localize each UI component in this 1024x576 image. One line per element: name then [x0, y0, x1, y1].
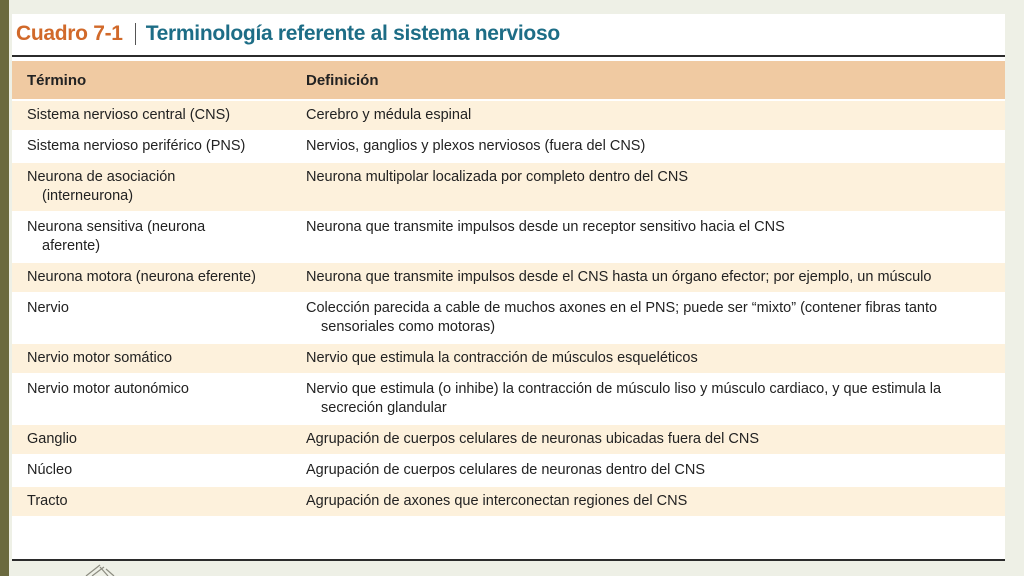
- slide-decoration-lines: [78, 563, 138, 576]
- table-row: [12, 455, 1005, 486]
- definition-cell: [291, 455, 1005, 486]
- term-text: Ganglio: [27, 431, 77, 447]
- table-row: [12, 262, 1005, 293]
- definition-cell: [291, 162, 1005, 212]
- definition-text: Nervio que estimula (o inhibe) la contracción de músculo liso y músculo cardiaco, y que estimula la: [306, 381, 942, 397]
- definition-text: Neurona que transmite impulsos desde un receptor sensitivo hacia el CNS: [306, 219, 785, 235]
- definition-continuation-text: secreción glandular: [321, 400, 447, 416]
- definition-text: Agrupación de cuerpos celulares de neuronas ubicadas fuera del CNS: [306, 431, 760, 447]
- term-cell: [12, 100, 291, 131]
- definition-cell: [291, 212, 1005, 262]
- table-row: [12, 424, 1005, 455]
- caption-rule: [12, 55, 1005, 57]
- term-text: Neurona motora (neurona eferente): [27, 269, 256, 285]
- terminology-table-card: [12, 14, 1005, 561]
- definition-cell: [291, 131, 1005, 162]
- term-cell: [12, 424, 291, 455]
- definition-text: Agrupación de axones que interconectan regiones del CNS: [306, 493, 688, 509]
- definition-cell: [291, 262, 1005, 293]
- terminology-table: [12, 61, 1005, 516]
- term-text: Tracto: [27, 493, 68, 509]
- table-header-row: [12, 61, 1005, 100]
- column-header-definition: Definición: [291, 61, 1005, 100]
- definition-text: Agrupación de cuerpos celulares de neuronas dentro del CNS: [306, 462, 705, 478]
- table-row: [12, 343, 1005, 374]
- term-cell: [12, 343, 291, 374]
- slide-left-accent-bar: [0, 0, 9, 576]
- term-text: Nervio: [27, 300, 69, 316]
- term-cell: [12, 262, 291, 293]
- term-text: Núcleo: [27, 462, 73, 478]
- table-bottom-rule: [12, 559, 1005, 561]
- table-row: [12, 486, 1005, 516]
- caption-separator: [135, 23, 136, 45]
- table-title: Terminología referente al sistema nervioso: [145, 22, 560, 45]
- definition-cell: [291, 293, 1005, 343]
- term-text: Sistema nervioso central (CNS): [27, 107, 231, 123]
- term-cell: [12, 293, 291, 343]
- definition-continuation-text: sensoriales como motoras): [321, 319, 496, 335]
- definition-text: Nervio que estimula la contracción de músculos esqueléticos: [306, 350, 698, 366]
- definition-text: Neurona que transmite impulsos desde el CNS hasta un órgano efector; por ejemplo, un músculo: [306, 269, 932, 285]
- definition-text: Neurona multipolar localizada por completo dentro del CNS: [306, 169, 689, 185]
- term-cell: [12, 486, 291, 516]
- table-row: [12, 100, 1005, 131]
- definition-cell: [291, 374, 1005, 424]
- definition-text: Cerebro y médula espinal: [306, 107, 472, 123]
- table-row: [12, 131, 1005, 162]
- table-row: [12, 162, 1005, 212]
- term-text: Neurona de asociación: [27, 169, 176, 185]
- definition-text: Colección parecida a cable de muchos axones en el PNS; puede ser “mixto” (contener fibras tanto: [306, 300, 938, 316]
- table-number-label: Cuadro 7-1: [16, 22, 123, 45]
- table-row: [12, 212, 1005, 262]
- term-cell: [12, 212, 291, 262]
- definition-cell: [291, 343, 1005, 374]
- definition-text: Nervios, ganglios y plexos nerviosos (fuera del CNS): [306, 138, 646, 154]
- term-text: Nervio motor autonómico: [27, 381, 189, 397]
- term-cell: [12, 374, 291, 424]
- definition-cell: [291, 486, 1005, 516]
- definition-cell: [291, 424, 1005, 455]
- column-header-term: Término: [12, 61, 291, 100]
- definition-cell: [291, 100, 1005, 131]
- table-row: [12, 293, 1005, 343]
- term-cell: [12, 162, 291, 212]
- table-caption: [12, 14, 1005, 54]
- term-text: Nervio motor somático: [27, 350, 173, 366]
- term-text: Neurona sensitiva (neurona: [27, 219, 206, 235]
- term-cell: [12, 455, 291, 486]
- term-continuation-text: (interneurona): [42, 188, 134, 204]
- term-cell: [12, 131, 291, 162]
- term-continuation-text: aferente): [42, 238, 101, 254]
- term-text: Sistema nervioso periférico (PNS): [27, 138, 246, 154]
- table-row: [12, 374, 1005, 424]
